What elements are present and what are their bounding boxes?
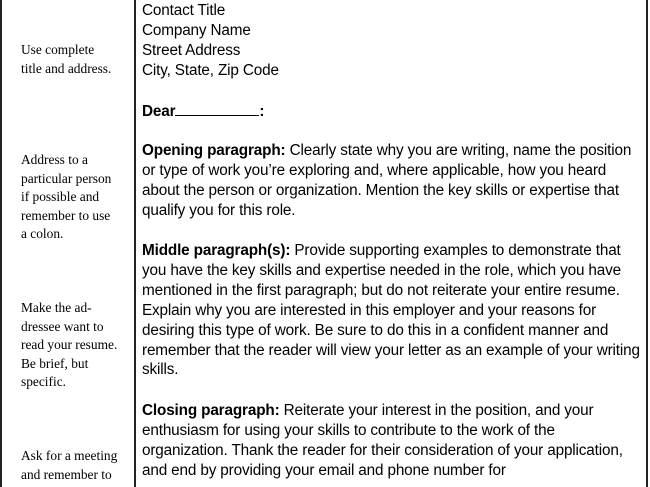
opening-text: Clearly state why you are writing, name the position or type of work you’re exploring and, where applicable, how you heard about the person or organization. Mention the key skills or expertise that qualify you for this role. xyxy=(142,142,632,219)
closing-text: Reiterate your interest in the position, and your enthusiasm for using your skills to contribute to the work of the organization. Thank the reader for their consideration of your application, and end by providing your email and phone number for xyxy=(142,402,623,479)
salutation-blank xyxy=(175,101,259,116)
middle-paragraph xyxy=(142,241,642,380)
closing-heading: Closing paragraph: xyxy=(142,402,280,419)
opening-paragraph xyxy=(142,141,642,221)
contact-title: Contact Title xyxy=(142,2,226,19)
street-address: Street Address xyxy=(142,41,241,59)
opening-heading: Opening paragraph: xyxy=(142,142,286,159)
salutation-dear: Dear xyxy=(142,103,176,120)
right-border xyxy=(646,0,648,487)
recipient-address xyxy=(142,1,279,81)
city-state-zip: City, State, Zip Code xyxy=(142,61,279,79)
closing-paragraph xyxy=(142,401,642,481)
column-divider xyxy=(134,0,136,487)
salutation-line xyxy=(142,101,264,122)
middle-text: Provide supporting examples to demonstrate that you have the key skills and expertise needed in the role, which you have mentioned in the first paragraph; but do not reiterate your entire resume. Explain why you are interested in this employer and your reasons for desiring this type of work. Be sure to do this in a confident manner and remember that the reader will view your letter as an example of your writing skills. xyxy=(142,242,640,379)
company-name: Company Name xyxy=(142,21,251,39)
note-body: Make the ad- dressee want to read your resume. Be brief, but specific. xyxy=(21,300,118,389)
left-border xyxy=(0,0,2,487)
salutation-colon: : xyxy=(259,103,265,120)
middle-heading: Middle paragraph(s): xyxy=(142,242,291,259)
note-address: Use complete title and address. xyxy=(21,42,112,76)
note-closing: Ask for a meeting and remember to xyxy=(21,448,118,482)
note-salutation: Address to a particular person if possible and remember to use a colon. xyxy=(21,152,112,241)
